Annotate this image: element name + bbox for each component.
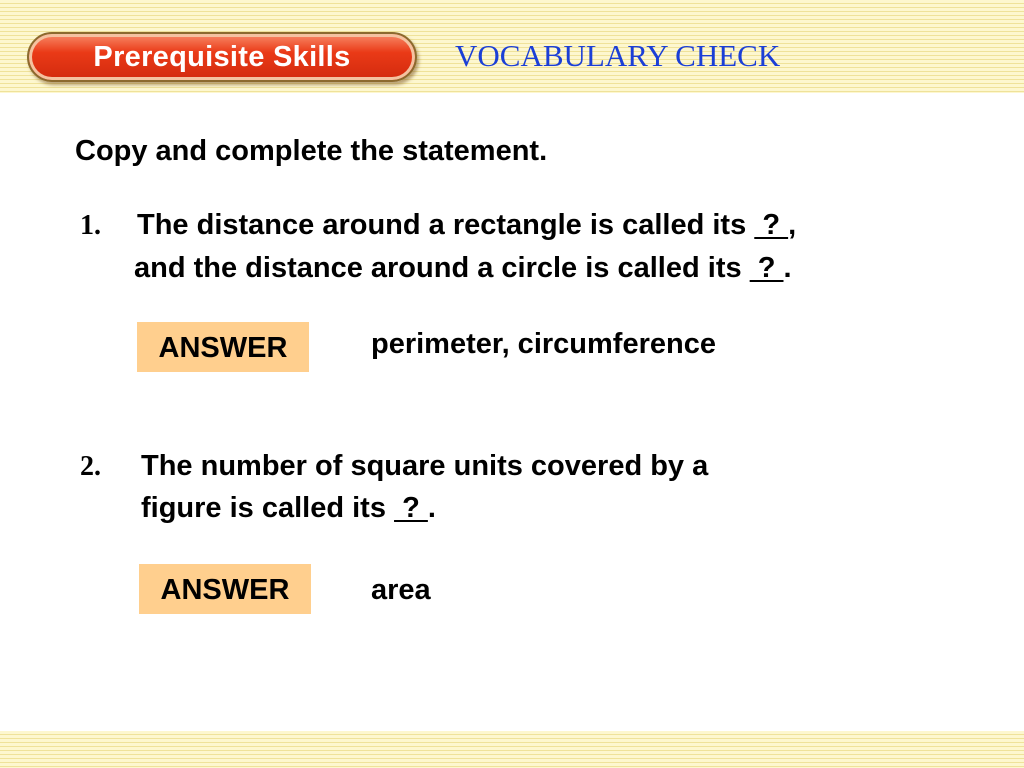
page-title: VOCABULARY CHECK <box>455 38 781 73</box>
badge-label: Prerequisite Skills <box>93 41 351 73</box>
footer-band <box>0 731 1024 768</box>
question-1-blank-1: ? <box>754 209 789 241</box>
question-2-number: 2. <box>80 451 101 482</box>
question-2-answer-label: ANSWER <box>139 564 311 614</box>
instruction-text: Copy and complete the statement. <box>75 135 548 167</box>
question-2-line-2-punct: . <box>427 492 436 524</box>
question-2-blank: ? <box>394 492 428 524</box>
question-1-line-2 <box>134 252 792 285</box>
question-2-answer-text: area <box>371 574 431 606</box>
question-2-line-2 <box>141 492 436 525</box>
question-1-line-1-punct: , <box>788 209 797 241</box>
question-1-line-1-text: The distance around a rectangle is called its <box>137 209 755 241</box>
question-1-answer-label: ANSWER <box>137 322 309 372</box>
question-1-number: 1. <box>80 210 101 241</box>
question-2-line-1: The number of square units covered by a <box>141 450 709 482</box>
question-1-line-1 <box>137 209 796 242</box>
question-2-line-2-text: figure is called its <box>141 492 395 524</box>
question-1-line-2-punct: . <box>783 252 792 284</box>
question-1-line-2-text: and the distance around a circle is called its <box>134 252 750 284</box>
question-1-blank-2: ? <box>749 252 784 284</box>
question-1-answer-text: perimeter, circumference <box>371 328 716 360</box>
